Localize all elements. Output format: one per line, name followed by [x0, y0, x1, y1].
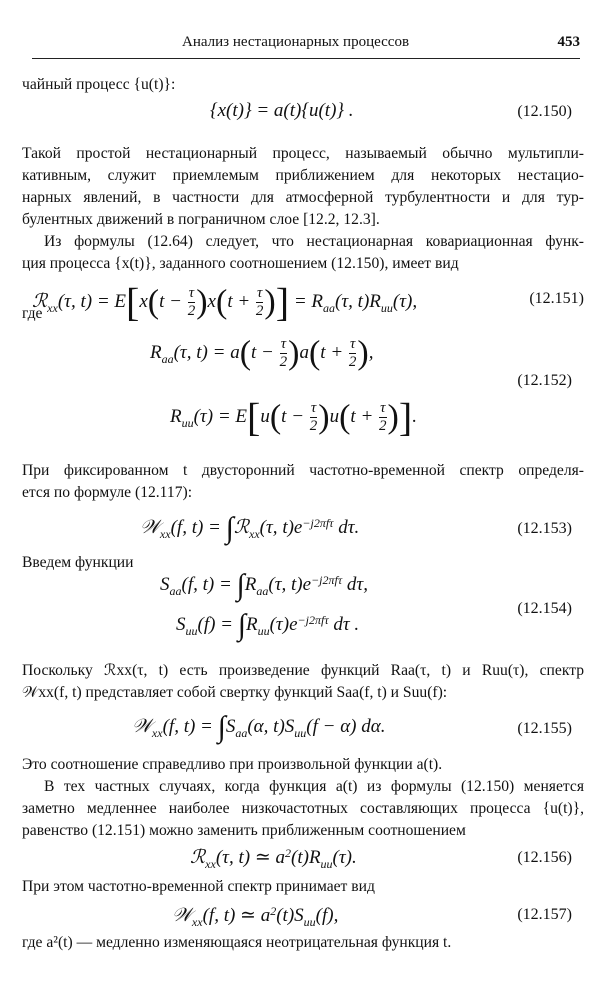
text-line: равенство (12.151) можно заменить приближенным соотношением: [22, 822, 466, 839]
formula: 𝒲$_{xx}$(f, $t) = \int S_{aa}(\alpha$, $t)S_{uu}(f - \alpha)$ dα.: [132, 710, 386, 744]
text-line: где a²(t) — медленно изменяющаяся неотрицательная функция t.: [22, 934, 452, 951]
formula: 𝒲$_{xx}$(f, t) ≃ $a^2(t)S_{uu}(f)$,: [172, 904, 339, 929]
header-title: Анализ нестационарных процессов: [182, 34, 410, 50]
formula: ℛ$_{xx}$(τ, t) = E[x(t − $\frac{\tau}{2}$ )x(t + $\frac{\tau}{2}$ )] = $R_{aa}(\tau$, $t)R_{uu}(\tau)$,: [32, 279, 418, 325]
header-rule: [32, 58, 580, 59]
text-line: ция процесса {x(t)}, заданного соотношением (12.150), имеет вид: [22, 255, 459, 272]
equation-12-154: [22, 570, 584, 648]
text-line: Введем функции: [22, 554, 134, 571]
text-line: Такой простой нестационарный процесс, называемый обычно мультипли-: [22, 145, 584, 162]
equation-number: (12.156): [517, 849, 572, 866]
text-line: кативным, служит приемлемым приближением для некоторых нестацио-: [22, 167, 584, 184]
equation-12-156: [22, 842, 584, 876]
equation-12-157: [22, 900, 584, 934]
text-line: Из формулы (12.64) следует, что нестационарная ковариационная функ-: [44, 233, 584, 250]
text-line: нарных явлений, в частности для атмосферной турбулентности и для тур-: [22, 189, 584, 206]
formula: $S_{aa}(f$, $t) = \int R_{aa}(\tau$, $t)e^{-j2\pi f\tau}$ dτ,: [160, 568, 368, 602]
equation-number: (12.152): [517, 372, 572, 389]
text-line: ется по формуле (12.117):: [22, 484, 193, 501]
equation-12-153: [22, 510, 584, 550]
formula: ℛ$_{xx}$(τ, t) ≃ $a^2(t)R_{uu}(\tau)$.: [190, 846, 357, 871]
running-header: [32, 30, 580, 54]
text-line: булентных движений в пограничном слое [12.2, 12.3].: [22, 211, 380, 228]
text-line: где: [22, 305, 43, 322]
equation-12-152: [22, 330, 584, 450]
text-line: В тех частных случаях, когда функция a(t) из формулы (12.150) меняется: [44, 778, 584, 795]
equation-number: (12.151): [529, 290, 584, 307]
equation-12-155: [22, 710, 584, 750]
text-line: 𝒲xx(f, t) представляет собой свертку функций Saa(f, t) и Suu(f):: [22, 684, 448, 701]
equation-12-150: [22, 100, 584, 130]
equation-number: (12.155): [517, 720, 572, 737]
formula: $S_{uu}(f) = \int R_{uu}(\tau)e^{-j2\pi f\tau}$ dτ .: [176, 608, 360, 642]
formula: $R_{uu}(\tau) = E[u(t$ − $\frac{\tau}{2}$ )u(t + $\frac{\tau}{2}$ )].: [170, 394, 417, 440]
equation-number: (12.157): [517, 906, 572, 923]
text-line: чайный процесс {u(t)}:: [22, 76, 176, 93]
text-line: заметно медленнее наиболее низкочастотных составляющих процесса {u(t)},: [22, 800, 584, 817]
text-line: При этом частотно-временной спектр принимает вид: [22, 878, 375, 895]
equation-number: (12.150): [517, 103, 572, 120]
equation-number: (12.154): [517, 600, 572, 617]
text-line: При фиксированном t двусторонний частотно-временной спектр определя-: [22, 462, 584, 479]
equation-number: (12.153): [517, 520, 572, 537]
text-line: Это соотношение справедливо при произвольной функции a(t).: [22, 756, 443, 773]
text-line: Поскольку ℛxx(τ, t) есть произведение функций Raa(τ, t) и Ruu(τ), спектр: [22, 662, 584, 679]
formula: {x(t)} = a(t){u(t)} .: [210, 100, 354, 121]
formula: 𝒲$_{xx}$(f, t) = ∫ℛ$_{xx}$(τ, $t)e^{-j2\pi f\tau}$ dτ.: [140, 511, 360, 545]
formula: $R_{aa}(\tau$, t) = a(t − $\frac{\tau}{2}$ )a(t + $\frac{\tau}{2}$ ),: [150, 334, 374, 372]
page-number: 453: [557, 34, 580, 50]
